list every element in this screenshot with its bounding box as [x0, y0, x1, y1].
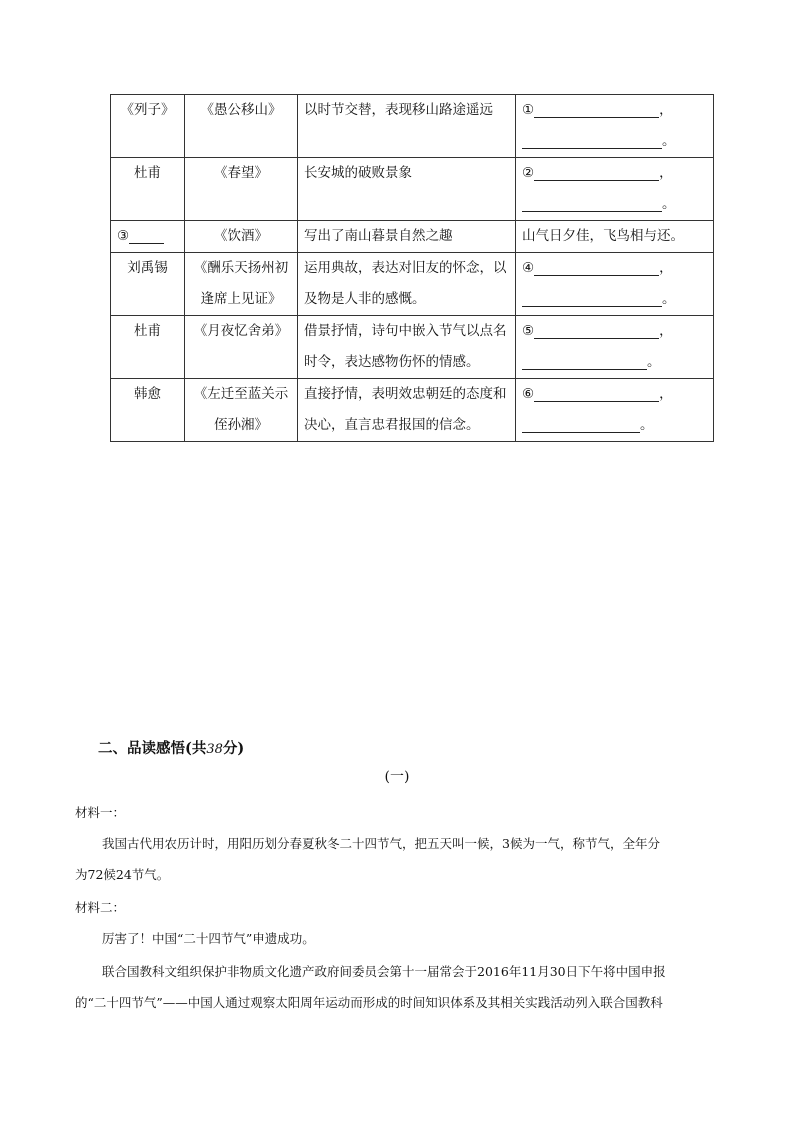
answer-blank[interactable]: [534, 259, 659, 276]
answer-blank[interactable]: [522, 416, 640, 433]
poem-table: [110, 94, 714, 442]
description-cell: 长安城的破败景象: [298, 158, 516, 221]
period: 。: [640, 417, 654, 433]
poem-title-cell: 《愚公移山》: [185, 95, 298, 158]
author-cell: 韩愈: [111, 379, 185, 442]
table-row: [111, 221, 714, 253]
description-cell: 运用典故，表达对旧友的怀念，以及物是人非的感慨。: [298, 253, 516, 316]
comma: ，: [659, 323, 673, 339]
section-score: 38: [206, 742, 223, 757]
answer-cell: [516, 95, 714, 158]
comma: ，: [659, 102, 673, 118]
author-cell: 杜甫: [111, 158, 185, 221]
material2-text-line1: 厉害了！中国“二十四节气”申遗成功。: [102, 931, 315, 946]
answer-number: ⑤: [522, 323, 535, 339]
material1-text-line2: 为72候24节气。: [75, 867, 170, 882]
poem-title-cell: 《月夜忆舍弟》: [185, 316, 298, 379]
poem-title-cell: 《酬乐天扬州初逢席上见证》: [185, 253, 298, 316]
poem-title-cell: 《饮酒》: [185, 221, 298, 253]
answer-blank[interactable]: [129, 227, 164, 244]
section-heading: [98, 737, 244, 758]
period: 。: [662, 133, 676, 149]
poem-title-cell: 《春望》: [185, 158, 298, 221]
answer-cell: [516, 253, 714, 316]
section-title-end: 分): [222, 740, 245, 757]
period: 。: [662, 291, 676, 307]
material1-label: 材料一：: [75, 805, 126, 820]
author-cell: 刘禹锡: [111, 253, 185, 316]
comma: ，: [659, 386, 673, 402]
material2-label: 材料二：: [75, 900, 126, 915]
table-row: [111, 316, 714, 379]
table-row: [111, 95, 714, 158]
table-row: [111, 379, 714, 442]
author-cell: 《列子》: [111, 95, 185, 158]
answer-blank[interactable]: [534, 322, 659, 339]
table-row: [111, 158, 714, 221]
answer-number: ②: [522, 165, 535, 181]
answer-blank[interactable]: [522, 290, 662, 307]
period: 。: [647, 354, 661, 370]
answer-cell: [516, 379, 714, 442]
answer-blank[interactable]: [534, 101, 659, 118]
answer-blank[interactable]: [522, 195, 662, 212]
answer-cell: [516, 316, 714, 379]
answer-blank[interactable]: [522, 353, 647, 370]
part-title: (一): [384, 769, 410, 785]
answer-blank[interactable]: [522, 132, 662, 149]
material2-text-line3: 的“二十四节气”——中国人通过观察太阳周年运动而形成的时间知识体系及其相关实践活动列入联合国教科: [75, 995, 663, 1010]
comma: ，: [659, 260, 673, 276]
description-cell: 借景抒情，诗句中嵌入节气以点名时令，表达感物伤怀的情感。: [298, 316, 516, 379]
description-cell: 以时节交替，表现移山路途遥远: [298, 95, 516, 158]
answer-number: ④: [522, 260, 535, 276]
poem-line-cell: 山气日夕佳，飞鸟相与还。: [516, 221, 714, 253]
description-cell: 写出了南山暮景自然之趣: [298, 221, 516, 253]
poem-title-cell: 《左迁至蓝关示侄孙湘》: [185, 379, 298, 442]
answer-cell: [516, 158, 714, 221]
table-row: [111, 253, 714, 316]
answer-number: ⑥: [522, 386, 535, 402]
material2-text-line2: 联合国教科文组织保护非物质文化遗产政府间委员会第十一届常会于2016年11月30日下午将中国申报: [102, 964, 666, 979]
comma: ，: [659, 165, 673, 181]
description-cell: 直接抒情，表明效忠朝廷的态度和决心，直言忠君报国的信念。: [298, 379, 516, 442]
answer-blank[interactable]: [534, 385, 659, 402]
section-title-text: 二、品读感悟(共: [98, 740, 207, 757]
period: 。: [662, 196, 676, 212]
author-cell: [111, 221, 185, 253]
answer-blank[interactable]: [534, 164, 659, 181]
material1-text-line1: 我国古代用农历计时，用阳历划分春夏秋冬二十四节气，把五天叫一候，3候为一气，称节气，全年分: [102, 836, 660, 851]
answer-number: ③: [117, 228, 130, 244]
author-cell: 杜甫: [111, 316, 185, 379]
answer-number: ①: [522, 102, 535, 118]
